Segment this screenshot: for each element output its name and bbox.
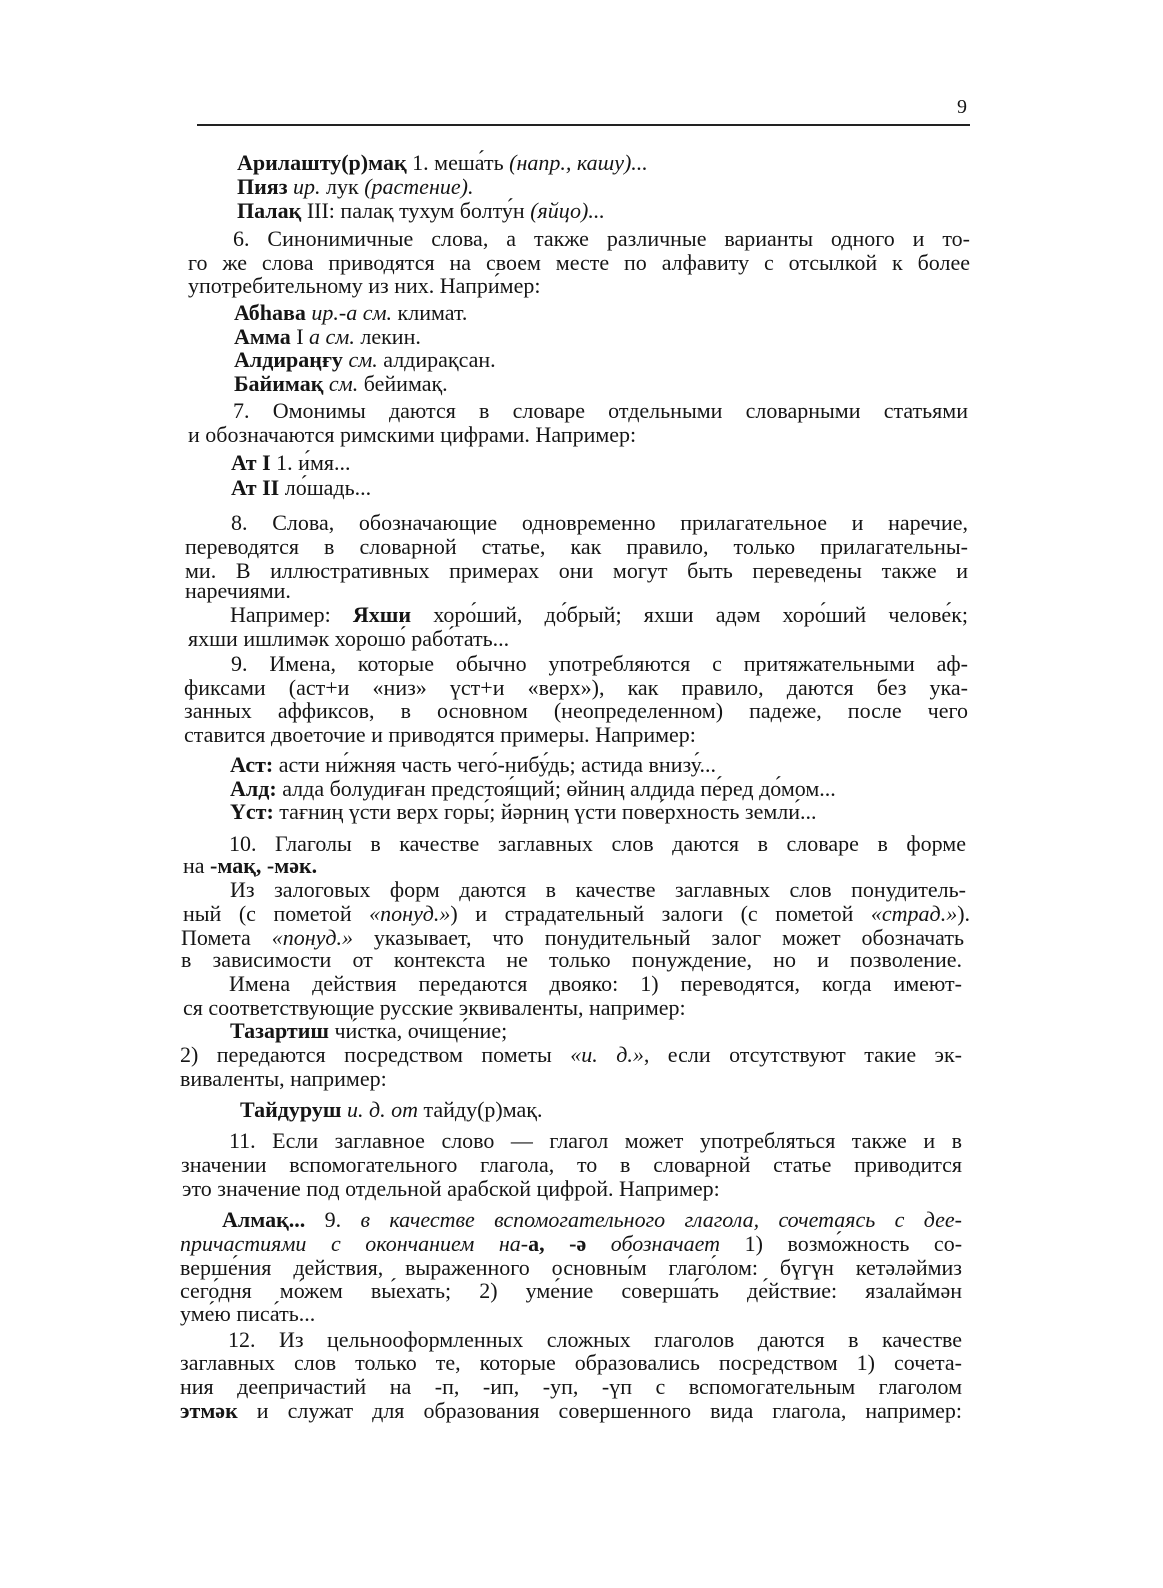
line-text: 9. Имена, которые обычно употребляются с притяжательными аф-	[231, 651, 968, 676]
text-line	[188, 274, 540, 298]
gloss-text: III: палақ тухум болту́н	[301, 198, 531, 223]
text-line	[181, 1153, 962, 1177]
gloss-text: 1) возмо́жность со-	[720, 1231, 963, 1256]
text-line	[184, 676, 968, 700]
gloss-text: лук	[320, 174, 365, 199]
line-text: и служат для образования совершенного вида глагола, например:	[237, 1398, 962, 1423]
gloss-text: тайду(р)мақ.	[417, 1097, 543, 1122]
header-rule	[197, 124, 970, 126]
line-text: ми. В иллюстративных примерах они могут быть переведены также и	[185, 558, 968, 583]
text-line	[181, 948, 962, 972]
text-line	[180, 1351, 962, 1375]
text-line	[184, 652, 968, 676]
entry-line	[237, 175, 473, 199]
entry-line	[234, 301, 467, 325]
gloss-text: 1. и́мя...	[270, 450, 351, 475]
headword: Пияз	[237, 174, 288, 199]
text-line	[180, 1067, 387, 1091]
entry-line	[234, 325, 421, 349]
grammar-label: и. д. от	[341, 1097, 418, 1122]
line-text: ся соответствующие русские эквиваленты, например:	[183, 995, 686, 1020]
gloss-text: сего́дня мо́жем вы́ехать; 2) уме́ние соверша́ть де́йствие: язалаймән	[180, 1278, 962, 1303]
italic-note: «и. д.»	[570, 1042, 644, 1067]
entry-line	[231, 476, 371, 500]
text-line	[185, 559, 968, 583]
line-text: 7. Омонимы даются в словаре отдельными словарными статьями	[233, 398, 968, 423]
sense-number: 9.	[305, 1207, 361, 1232]
gloss-text: асти ни́жняя часть чего́-нибу́дь; астида внизу́...	[273, 752, 716, 777]
line-text: указывает, что понудительный залог может обозначать	[352, 925, 964, 950]
gloss-text: хоро́ший, до́брый; яхши адәм хоро́ший челове́к;	[411, 602, 968, 627]
entry-line	[230, 1019, 507, 1043]
gloss-text: уме́ю писа́ть...	[180, 1301, 316, 1326]
text-line	[181, 1129, 962, 1153]
line-text: яхши ишлимәк хорошо́ рабо́тать...	[188, 626, 510, 651]
text-line	[180, 1328, 962, 1352]
headword: Тазартиш	[230, 1018, 329, 1043]
italic-note: обозначает	[586, 1231, 721, 1256]
headword: Ат I	[231, 450, 271, 475]
line-text: виваленты, например:	[180, 1066, 387, 1091]
headword: Палақ	[237, 198, 302, 223]
headword: Яхши	[352, 602, 412, 627]
gloss-text: алдирақсан.	[377, 347, 496, 372]
line-text: это значение под отдельной арабской цифрой. Например:	[182, 1176, 720, 1201]
gloss-text: бейимақ.	[358, 371, 448, 396]
line-text: ) и страдательный залоги (с пометой	[450, 901, 871, 926]
headword: Алд:	[230, 776, 277, 801]
text-line	[188, 227, 970, 251]
text-line	[185, 579, 291, 603]
line-text: фиксами (аст+и «низ» үст+и «верх»), как правило, даются без ука-	[184, 675, 968, 700]
line-text: заглавных слов только те, которые образовались посредством 1) сочета-	[180, 1350, 962, 1375]
line-text: занных аффиксов, в основном (неопределенном) падеже, после чего	[184, 698, 968, 723]
gloss-text: лекин.	[354, 324, 421, 349]
italic-note: «страд.»	[870, 901, 958, 926]
line-text: наречиями.	[185, 578, 291, 603]
text-line	[188, 251, 970, 275]
headword: Алмақ...	[222, 1207, 306, 1232]
line-text: ).	[957, 901, 971, 926]
entry-line	[180, 1256, 962, 1280]
entry-line	[180, 1279, 962, 1303]
text-line	[188, 627, 509, 651]
text-line	[183, 902, 970, 926]
line-text: переводятся в словарной статье, как правило, только прилагательны-	[185, 534, 968, 559]
entry-line	[180, 1208, 962, 1232]
text-line	[180, 1043, 962, 1067]
line-text: употребительному из них. Напри́мер:	[188, 273, 541, 298]
line-text: и обозначаются римскими цифрами. Например:	[188, 422, 637, 447]
headword: Амма	[234, 324, 291, 349]
text-line	[183, 854, 317, 878]
line-text: 6. Синонимичные слова, а также различные варианты одного и то-	[233, 226, 970, 251]
line-text: Из залоговых форм даются в качестве заглавных слов понудитель-	[230, 877, 966, 902]
entry-line	[237, 199, 605, 223]
italic-note: в качестве вспомогательного глагола, сочетаясь с дее-	[360, 1207, 962, 1232]
headword: Тайдуруш	[240, 1097, 342, 1122]
text-line	[184, 699, 968, 723]
text-line	[183, 996, 686, 1020]
text-line	[180, 1375, 962, 1399]
headword: Байимақ	[234, 371, 324, 396]
headword: Аст:	[230, 752, 274, 777]
italic-note: (яйцо)...	[530, 198, 605, 223]
grammar-label: а см.	[309, 324, 355, 349]
text-line	[181, 972, 962, 996]
gloss-text: верше́ния действия, выраженного основны́м глаго́лом: бүгүн кетәләймиз	[180, 1255, 962, 1280]
grammar-label: см.	[323, 371, 359, 396]
line-text: го же слова приводятся на своем месте по алфавиту с отсылкой к более	[188, 250, 970, 275]
entry-line	[231, 451, 351, 475]
headword: Арилашту(р)мақ	[237, 150, 407, 175]
headword: Ат II	[231, 475, 280, 500]
text-line	[182, 1177, 720, 1201]
text-line	[180, 1399, 962, 1423]
line-text: значении вспомогательного глагола, то в словарной статье приводится	[181, 1152, 962, 1177]
line-text: Например:	[230, 602, 353, 627]
gloss-text: алда болудиған предстоя́щий; өйниң алдида пе́ред до́мом...	[276, 776, 836, 801]
text-line	[188, 399, 968, 423]
italic-note: «понуд.»	[369, 901, 451, 926]
italic-note: (напр., кашу)...	[509, 150, 648, 175]
headword: Абһава	[234, 300, 306, 325]
text-line	[185, 535, 968, 559]
italic-note: (растение).	[364, 174, 474, 199]
grammar-label: ир.-а см.	[305, 300, 393, 325]
suffix-bold: а, -ә	[528, 1231, 587, 1256]
line-text: ставится двоеточие и приводятся примеры. Например:	[184, 722, 696, 747]
italic-note: причастиями с окончанием на-	[180, 1231, 529, 1256]
gloss-text: чи́стка, очище́ние;	[328, 1018, 508, 1043]
text-line	[183, 878, 966, 902]
entry-line	[234, 372, 448, 396]
italic-note: «понуд.»	[271, 925, 353, 950]
grammar-label: ир.	[287, 174, 321, 199]
line-text: , если отсутствуют такие эк-	[643, 1042, 962, 1067]
text-line	[188, 423, 636, 447]
entry-line	[237, 151, 648, 175]
line-text: 2) передаются посредством пометы	[180, 1042, 571, 1067]
grammar-label: см.	[342, 347, 378, 372]
line-text: 12. Из цельнооформленных сложных глаголов даются в качестве	[228, 1327, 962, 1352]
line-text: на	[183, 853, 211, 878]
line-text: Имена действия передаются двояко: 1) переводятся, когда имеют-	[229, 971, 962, 996]
line-text: 8. Слова, обозначающие одновременно прилагательное и наречие,	[231, 510, 968, 535]
line-text: в зависимости от контекста не только понуждение, но и позволение.	[181, 947, 962, 972]
headword: этмәк	[180, 1398, 238, 1423]
line-text: 10. Глаголы в качестве заглавных слов даются в словаре в форме	[229, 831, 966, 856]
text-line	[185, 603, 968, 627]
homonym-number: I	[290, 324, 310, 349]
gloss-text: ло́шадь...	[279, 475, 372, 500]
entry-line	[180, 1302, 315, 1326]
entry-line	[180, 1232, 962, 1256]
headword: Үст:	[230, 799, 274, 824]
entry-line	[230, 800, 817, 824]
gloss-text: 1. меша́ть	[406, 150, 510, 175]
text-line	[185, 511, 968, 535]
line-text: 11. Если заглавное слово — глагол может употребляться также и в	[229, 1128, 962, 1153]
entry-line	[230, 753, 716, 777]
page-number: 9	[957, 96, 967, 118]
line-text: ния деепричастий на -п, -ип, -уп, -үп с вспомогательным глаголом	[180, 1374, 962, 1399]
entry-line	[234, 348, 496, 372]
headword: Алдираңғу	[234, 347, 343, 372]
entry-line	[230, 777, 836, 801]
suffix-bold: -мақ, -мәк.	[210, 853, 318, 878]
text-line	[184, 723, 696, 747]
entry-line	[240, 1098, 542, 1122]
line-text: Помета	[181, 925, 272, 950]
gloss-text: климат.	[392, 300, 468, 325]
gloss-text: тағниң үсти верх горы́; йәрниң үсти пове́рхность земли́...	[273, 799, 817, 824]
line-text: ный (с пометой	[183, 901, 370, 926]
